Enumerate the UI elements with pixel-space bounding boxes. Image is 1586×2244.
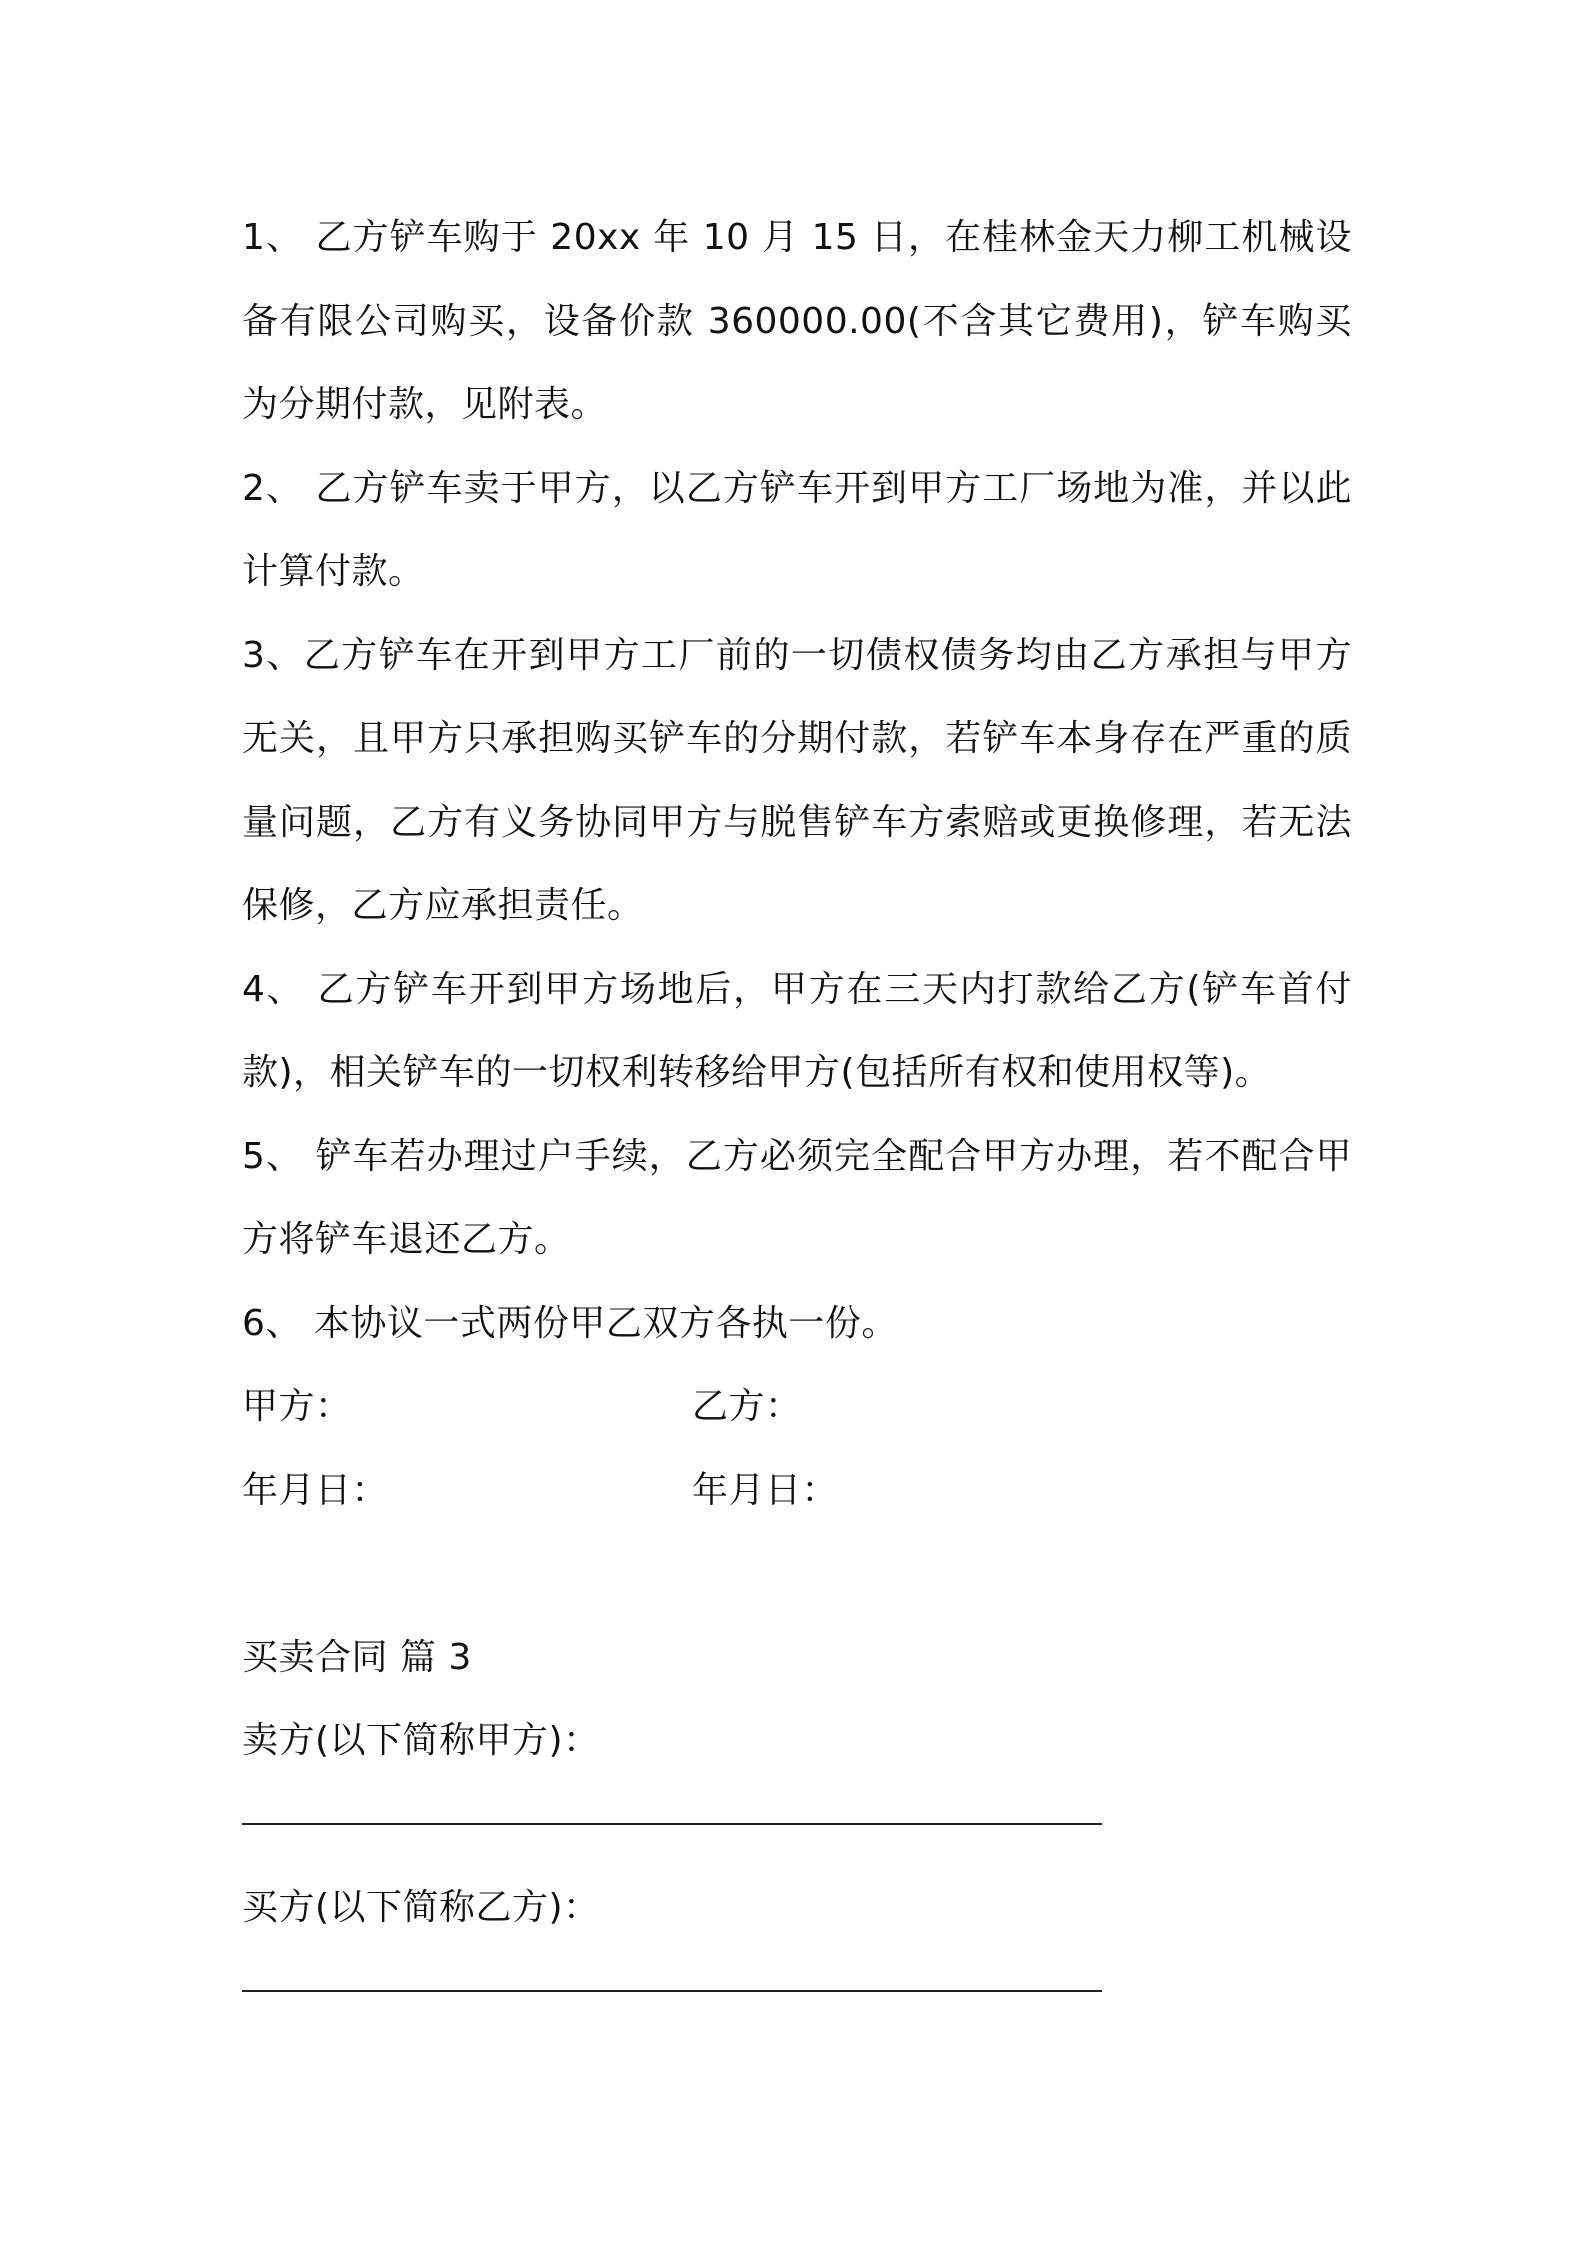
section-title: 买卖合同 篇 3 bbox=[242, 1636, 472, 1678]
clause-4: 4、 乙方铲车开到甲方场地后，甲方在三天内打款给乙方(铲车首付款)，相关铲车的一切权利转移给甲方(包括所有权和使用权等)。 bbox=[242, 968, 1352, 1093]
buyer-label: 买方(以下简称乙方)： bbox=[242, 1887, 600, 1928]
seller-blank-line bbox=[242, 1783, 1352, 1867]
signature-party-row bbox=[242, 1365, 1352, 1449]
clause-1: 1、 乙方铲车购于 20xx 年 10 月 15 日，在桂林金天力柳工机械设备有限公司购买，设备价款 360000.00(不含其它费用)，铲车购买为分期付款，见附表。 bbox=[242, 217, 1352, 425]
signature-date-row bbox=[242, 1449, 1352, 1533]
party-a-label: 甲方： bbox=[242, 1386, 352, 1427]
clause-3: 3、乙方铲车在开到甲方工厂前的一切债权债务均由乙方承担与甲方无关，且甲方只承担购买铲车的分期付款，若铲车本身存在严重的质量问题，乙方有义务协同甲方与脱售铲车方索赔或更换修理，若无法保修，乙方应承担责任。 bbox=[242, 634, 1352, 926]
clause-5: 5、 铲车若办理过户手续，乙方必须完全配合甲方办理，若不配合甲方将铲车退还乙方。 bbox=[242, 1135, 1352, 1260]
document-content bbox=[242, 196, 1352, 2033]
date-b-label: 年月日： bbox=[692, 1469, 839, 1511]
buyer-underline bbox=[242, 1990, 1102, 1992]
date-a-label: 年月日： bbox=[242, 1469, 389, 1511]
party-b-label: 乙方： bbox=[692, 1386, 802, 1427]
clause-2: 2、 乙方铲车卖于甲方，以乙方铲车开到甲方工厂场地为准，并以此计算付款。 bbox=[242, 467, 1352, 592]
clause-6: 6、 本协议一式两份甲乙双方各执一份。 bbox=[242, 1302, 898, 1344]
buyer-blank-line bbox=[242, 1950, 1352, 2034]
seller-label: 卖方(以下简称甲方)： bbox=[242, 1720, 600, 1761]
section-spacer bbox=[242, 1532, 1352, 1616]
seller-underline bbox=[242, 1823, 1102, 1825]
